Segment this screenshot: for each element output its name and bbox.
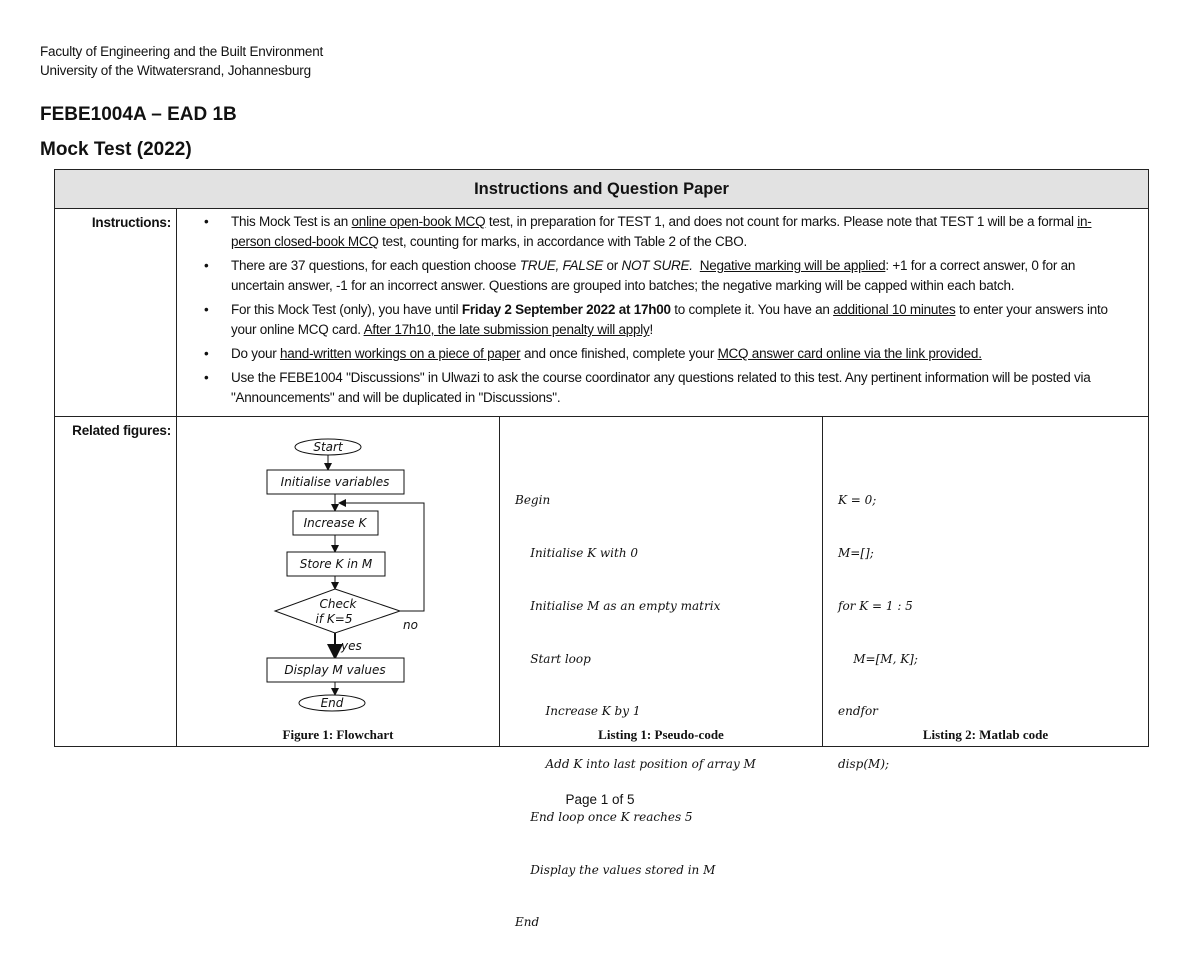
code-line: Display the values stored in M: [515, 862, 716, 877]
code-line: Initialise M as an empty matrix: [515, 598, 721, 613]
pseudocode-listing: [515, 457, 756, 967]
flow-end-label: End: [320, 696, 344, 710]
flowchart-cell: [177, 417, 500, 747]
flow-check-condition: if K=5: [315, 612, 353, 626]
matlab-cell: [823, 417, 1149, 772]
instructions-list: [177, 209, 1148, 416]
flow-check-label: Check: [319, 597, 357, 611]
flow-init-label: Initialise variables: [280, 475, 390, 489]
instruction-item: • For this Mock Test (only), you have until Friday 2 September 2022 at 17h00 to complete it. You have an additional 10 minutes to enter your answers into your online MCQ card. After 17h10, the late submission penalty will apply!: [177, 300, 1122, 340]
instruction-item: • There are 37 questions, for each question choose TRUE, FALSE or NOT SURE. Negative marking will be applied: +1 for a correct answer, 0 for an uncertain answer, -1 for an incorrect answer. Questions are grouped into batches; the negative marking will be capped within each batch.: [177, 256, 1122, 296]
related-figures-label: Related figures:: [55, 417, 177, 747]
flow-increase-label: Increase K: [303, 516, 367, 530]
code-line: endfor: [838, 704, 878, 719]
flow-no-label: no: [403, 618, 418, 632]
code-line: Initialise K with 0: [515, 545, 639, 560]
code-line: Increase K by 1: [515, 704, 641, 719]
code-line: Start loop: [515, 651, 591, 666]
instructions-label: Instructions:: [55, 209, 177, 417]
instructions-cell: [177, 209, 1149, 417]
code-line: for K = 1 : 5: [838, 598, 913, 613]
listing2-caption: Listing 2: Matlab code: [922, 727, 1049, 742]
code-line: M=[M, K];: [838, 651, 918, 666]
test-title: Mock Test (2022): [40, 139, 192, 160]
faculty-name: Faculty of Engineering and the Built Environment: [40, 44, 324, 59]
table-title: Instructions and Question Paper: [55, 170, 1149, 209]
flow-yes-label: yes: [341, 639, 362, 653]
flow-start-label: Start: [313, 440, 343, 454]
flowchart-figure: [177, 417, 499, 722]
instruction-item: • Do your hand-written workings on a piece of paper and once finished, complete your MCQ answer card online via the link provided.: [177, 344, 1122, 364]
code-line: disp(M);: [838, 757, 890, 772]
code-line: M=[];: [838, 545, 874, 560]
matlab-listing: [838, 457, 918, 809]
university-name: University of the Witwatersrand, Johannesburg: [40, 63, 311, 78]
document-header: [40, 42, 323, 80]
course-title: FEBE1004A – EAD 1B: [40, 104, 237, 125]
code-line: Begin: [515, 493, 551, 508]
figure1-caption: Figure 1: Flowchart: [282, 727, 394, 742]
instruction-item: • This Mock Test is an online open-book MCQ test, in preparation for TEST 1, and does not count for marks. Please note that TEST 1 will be a formal in-person closed-book MCQ test, counting for marks, in accordance with Table 2 of the CBO.: [177, 212, 1122, 252]
page-number: Page 1 of 5: [565, 792, 635, 807]
code-line: K = 0;: [838, 493, 877, 508]
code-line: End loop once K reaches 5: [515, 809, 693, 824]
flow-store-label: Store K in M: [299, 557, 373, 571]
instruction-item: • Use the FEBE1004 "Discussions" in Ulwazi to ask the course coordinator any questions related to this test. Any pertinent information will be posted via "Announcements" and will be duplicated in "Discussions".: [177, 368, 1122, 408]
code-line: Add K into last position of array M: [515, 757, 756, 772]
flow-decision-shape: [275, 589, 400, 633]
code-line: End: [515, 915, 540, 930]
flow-display-label: Display M values: [284, 663, 386, 677]
listing1-caption: Listing 1: Pseudo-code: [598, 727, 724, 742]
